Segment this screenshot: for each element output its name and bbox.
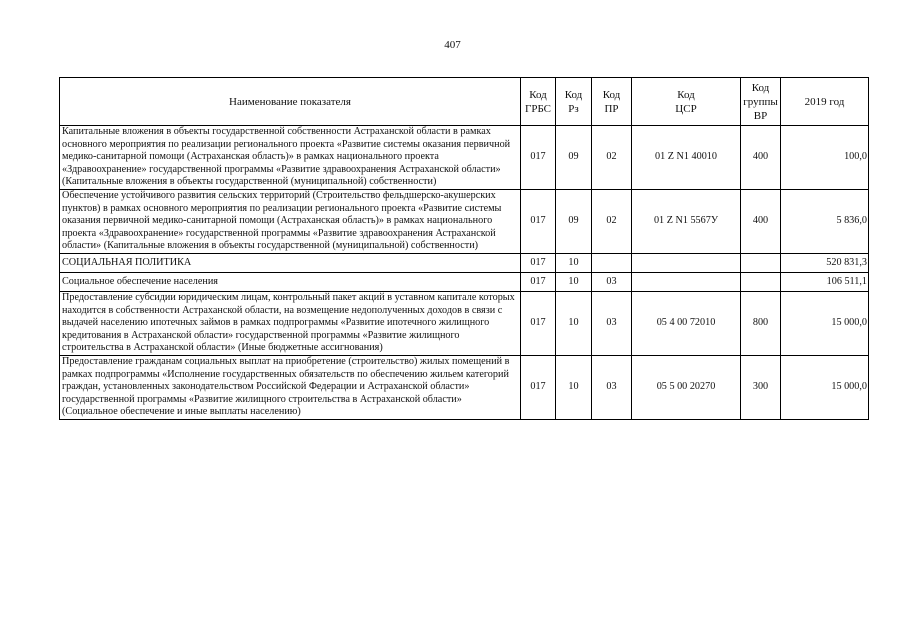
row-grbs: 017 [521,291,556,355]
row-name: Социальное обеспечение населения [60,272,521,291]
row-vr [741,272,781,291]
row-rz: 10 [556,272,592,291]
row-name: Предоставление субсидии юридическим лицам, контрольный пакет акций в уставном капитале которых находится в собственности Астраханской области, на возмещение недополученных доходов в связи с выдачей населению ипотечных займов в рамках подпрограммы «Развитие ипотечного жилищного кредитования в Астраханской области» государственной программы «Развитие жилищного строительства в Астраханской области» (Иные бюджетные ассигнования) [60,291,521,355]
row-csr: 05 4 00 72010 [632,291,741,355]
row-csr: 01 Z N1 5567У [632,189,741,253]
header-pr: Код ПР [592,78,632,126]
row-vr [741,253,781,272]
table-row [60,253,869,272]
row-csr [632,253,741,272]
header-vr: Код группы ВР [741,78,781,126]
row-value: 520 831,3 [781,253,869,272]
row-pr: 03 [592,291,632,355]
row-grbs: 017 [521,253,556,272]
row-value: 100,0 [781,126,869,190]
table-row [60,355,869,419]
row-value: 15 000,0 [781,291,869,355]
row-vr: 800 [741,291,781,355]
row-name: Обеспечение устойчивого развития сельских территорий (Строительство фельдшерско-акушерских пунктов) в рамках основного мероприятия по реализации регионального проекта «Развитие системы оказания первичной медико-санитарной помощи (Астраханская область)» в рамках национального проекта «Здравоохранение» государственной программы «Развитие здравоохранения Астраханской области» (Капитальные вложения в объекты государственной (муниципальной) собственности) [60,189,521,253]
row-rz: 09 [556,126,592,190]
row-grbs: 017 [521,272,556,291]
row-csr [632,272,741,291]
row-pr: 02 [592,126,632,190]
row-value: 15 000,0 [781,355,869,419]
page-number: 407 [444,39,461,51]
row-pr: 02 [592,189,632,253]
row-csr: 01 Z N1 40010 [632,126,741,190]
row-grbs: 017 [521,189,556,253]
row-csr: 05 5 00 20270 [632,355,741,419]
table-row [60,272,869,291]
row-vr: 400 [741,126,781,190]
row-name: СОЦИАЛЬНАЯ ПОЛИТИКА [60,253,521,272]
row-grbs: 017 [521,355,556,419]
row-rz: 10 [556,253,592,272]
row-value: 5 836,0 [781,189,869,253]
row-value: 106 511,1 [781,272,869,291]
row-rz: 10 [556,355,592,419]
budget-table [59,77,869,420]
header-csr: Код ЦСР [632,78,741,126]
row-grbs: 017 [521,126,556,190]
header-grbs: Код ГРБС [521,78,556,126]
row-rz: 09 [556,189,592,253]
row-pr [592,253,632,272]
header-rz: Код Рз [556,78,592,126]
row-name: Капитальные вложения в объекты государственной собственности Астраханской области в рамках основного мероприятия по реализации регионального проекта «Развитие системы оказания первичной медико-санитарной помощи (Астраханская область)» в рамках национального проекта «Здравоохранение» государственной программы «Развитие здравоохранения Астраханской области» (Капитальные вложения в объекты государственной (муниципальной) собственности) [60,126,521,190]
table-row [60,291,869,355]
header-row [60,78,869,126]
header-name: Наименование показателя [60,78,521,126]
header-year: 2019 год [781,78,869,126]
row-vr: 300 [741,355,781,419]
row-pr: 03 [592,355,632,419]
row-name: Предоставление гражданам социальных выплат на приобретение (строительство) жилых помещений в рамках подпрограммы «Исполнение государственных обязательств по обеспечению жильем категорий граждан, установленных законодательством Российской Федерации и Астраханской области» государственной программы «Развитие жилищного строительства в Астраханской области» (Социальное обеспечение и иные выплаты населению) [60,355,521,419]
table-row [60,189,869,253]
row-pr: 03 [592,272,632,291]
row-rz: 10 [556,291,592,355]
row-vr: 400 [741,189,781,253]
table-row [60,126,869,190]
